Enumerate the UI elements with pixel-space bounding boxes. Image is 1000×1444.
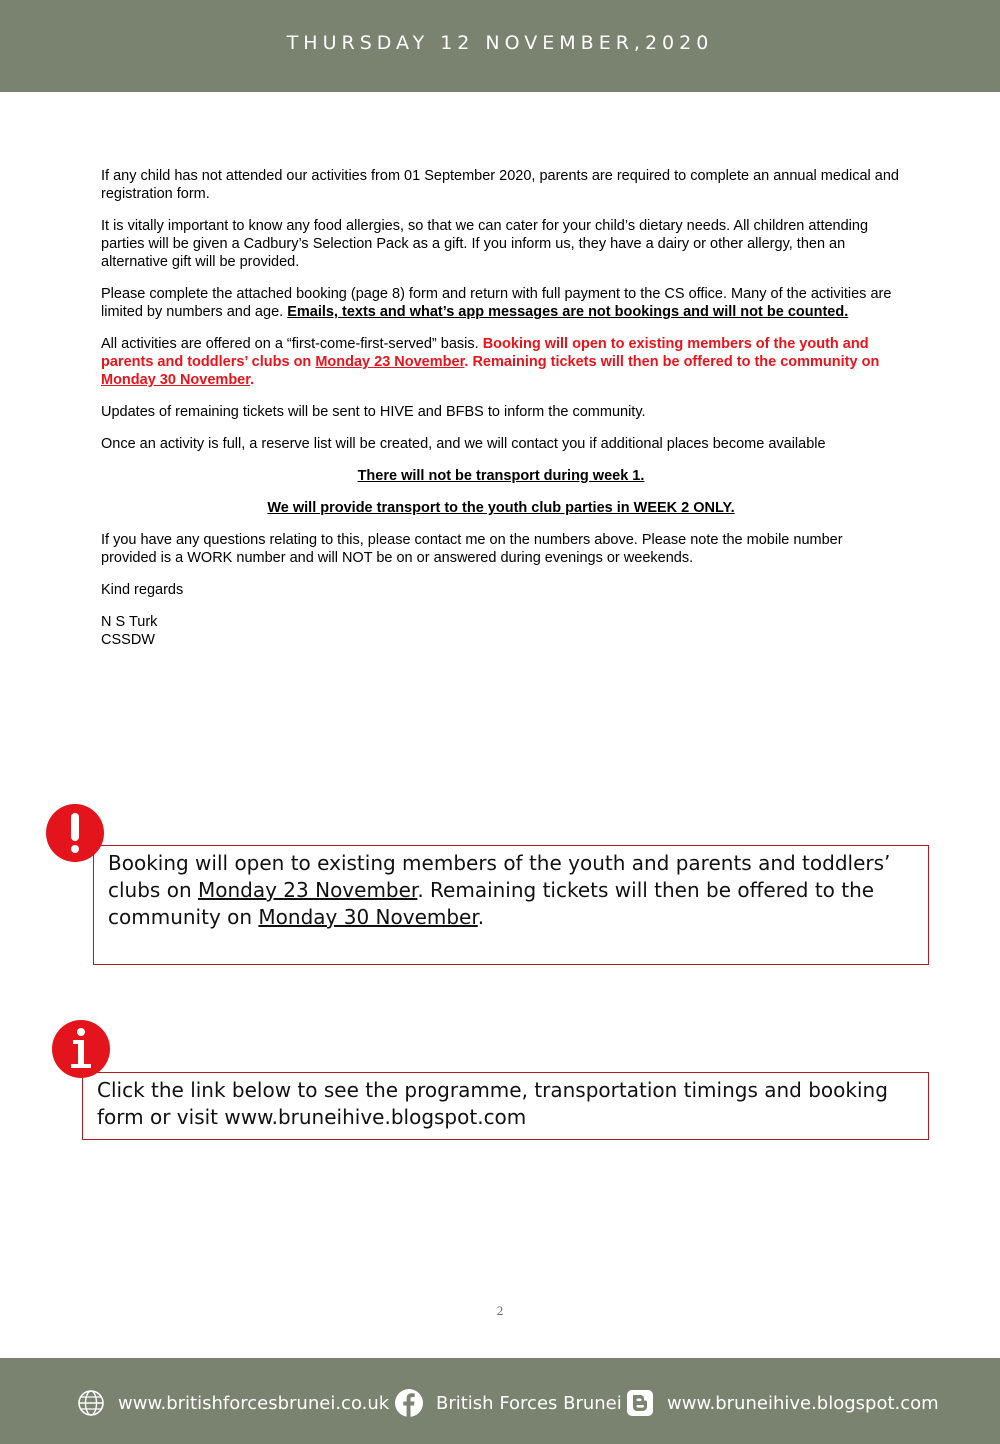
exclamation-icon (46, 804, 104, 862)
signoff (101, 581, 901, 649)
first-come-text: All activities are offered on a “first-come-first-served” basis. (101, 336, 483, 352)
blogger-icon (625, 1388, 655, 1418)
alert-text-e: . (477, 905, 485, 929)
signature-title: CSSDW (101, 632, 155, 648)
alert-date-community: Monday 30 November (258, 905, 478, 929)
facebook-icon (394, 1388, 424, 1418)
paragraph-registration: If any child has not attended our activities from 01 September 2020, parents are required to complete an annual medical and registration form. (101, 168, 899, 202)
paragraph-reserve-list: Once an activity is full, a reserve list will be created, and we will contact you if additional places become available (101, 436, 826, 452)
page-number: 2 (496, 1303, 504, 1318)
booking-date-members: Monday 23 November (315, 354, 465, 370)
booking-warning: Emails, texts and what’s app messages are not bookings and will not be counted. (287, 304, 849, 320)
booking-alert-box (93, 845, 929, 965)
footer-website-text: www.britishforcesbrunei.co.uk (118, 1392, 390, 1414)
remaining-tickets-text: . Remaining tickets will then be offered to the community on (464, 354, 880, 370)
footer-blog-link[interactable] (625, 1389, 939, 1417)
header-date: THURSDAY 12 NOVEMBER,2020 (286, 32, 714, 54)
info-box (82, 1072, 929, 1140)
footer-facebook-text: British Forces Brunei (436, 1392, 622, 1414)
paragraph-booking-form (101, 285, 901, 321)
footer-website-link[interactable] (76, 1389, 389, 1417)
signature-name: N S Turk (101, 614, 158, 630)
booking-period: . (250, 372, 255, 388)
paragraph-first-come (101, 335, 901, 389)
booking-form-text: Please complete the attached booking (page 8) form and return with full payment to the CS office. Many of the activities are limited by numbers and age. (101, 286, 892, 320)
alert-text-a: Booking will open to existing members of the youth and parents and toddlers’ clubs on (108, 851, 891, 902)
info-text: Click the link below to see the programme, transportation timings and booking form or visit www.bruneihive.blogspot.com (97, 1078, 888, 1129)
alert-date-members: Monday 23 November (197, 878, 418, 902)
letter-body (101, 167, 901, 663)
page-footer (0, 1358, 1000, 1444)
booking-date-community: Monday 30 November (101, 372, 251, 388)
alert-text-c: . Remaining tickets will then be offered to the community on (108, 878, 875, 929)
info-icon (52, 1020, 110, 1078)
signature-block (101, 613, 901, 649)
paragraph-questions: If you have any questions relating to this, please contact me on the numbers above. Please note the mobile number provided is a WORK number and will NOT be on or answered during evenings or weekends. (101, 532, 843, 566)
kind-regards: Kind regards (101, 582, 184, 598)
paragraph-updates: Updates of remaining tickets will be sent to HIVE and BFBS to inform the community. (101, 404, 646, 420)
booking-open-text: Booking will open to existing members of the youth and parents and toddlers’ clubs on (101, 336, 869, 370)
transport-week1-notice: There will not be transport during week 1. (357, 468, 645, 484)
footer-blog-text: www.bruneihive.blogspot.com (667, 1392, 939, 1414)
page-header (0, 0, 1000, 92)
transport-week2-notice: We will provide transport to the youth club parties in WEEK 2 ONLY. (267, 500, 735, 516)
paragraph-allergies: It is vitally important to know any food allergies, so that we can cater for your child’s dietary needs. All children attending parties will be given a Cadbury’s Selection Pack as a gift. If you inform us, they have a dairy or other allergy, then an alternative gift will be provided. (101, 218, 869, 270)
globe-icon (76, 1388, 106, 1418)
footer-facebook-link[interactable] (394, 1389, 622, 1417)
